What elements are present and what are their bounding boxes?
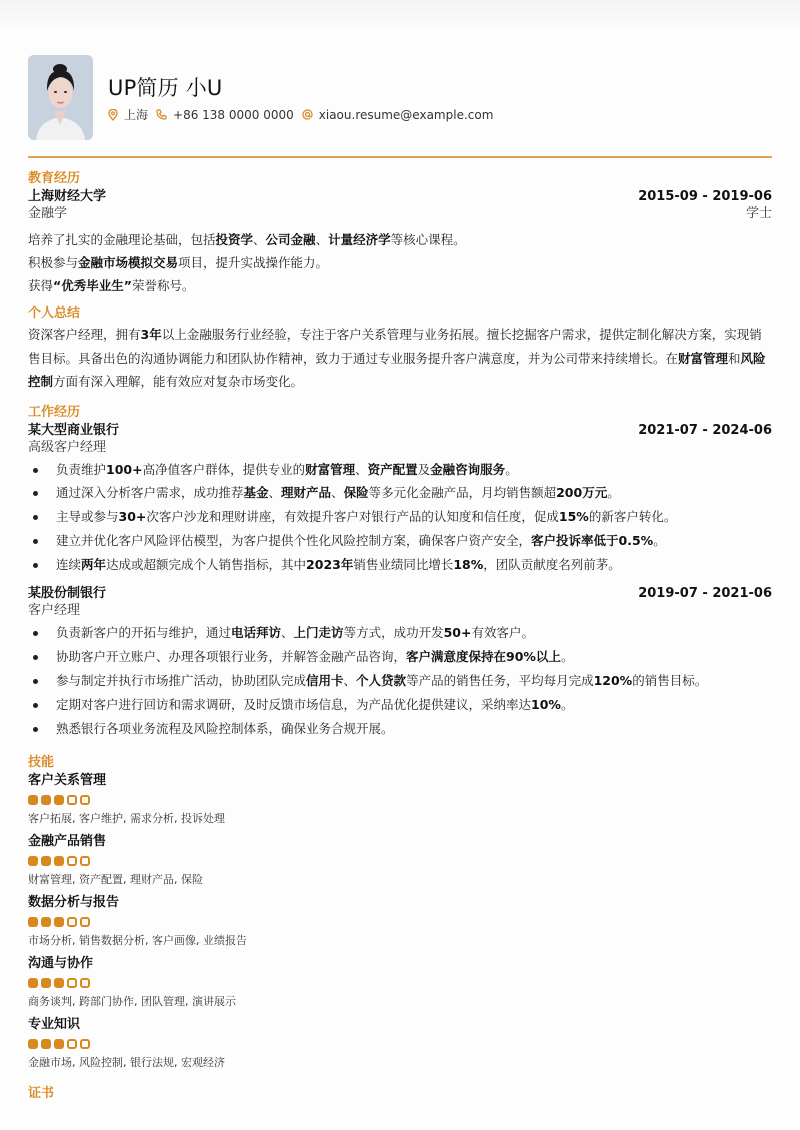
skill-level-dots [28,856,772,866]
company-name: 某股份制银行 [28,586,107,602]
major: 金融学 [28,206,68,221]
level-dot-empty-icon [80,856,90,866]
email-link[interactable]: xiaou.resume@example.com [318,107,494,122]
bullet-item: 建立并优化客户风险评估模型，为客户提供个性化风险控制方案，确保客户资产安全，客户投诉率低于0.5%。 [28,529,772,553]
education-section [28,170,772,297]
contact-phone [156,108,294,122]
resume-content [28,170,772,1103]
bullet-item: 定期对客户进行回访和需求调研，及时反馈市场信息，为产品优化提供建议，采纳率达10%。 [28,693,772,717]
section-title-education: 教育经历 [28,171,81,186]
skill-tags: 商务谈判, 跨部门协作, 团队管理, 演讲展示 [28,995,236,1009]
level-dot-filled-icon [28,1039,38,1049]
skill-name: 数据分析与报告 [28,895,120,911]
education-sub-row [28,205,772,222]
profile-photo [28,55,93,140]
location-text: 上海 [124,108,149,122]
summary-section [28,305,772,394]
skill-item [28,894,772,951]
level-dot-filled-icon [41,917,51,927]
contact-email[interactable] [302,108,494,122]
bullet-item: 主导或参与30+次客户沙龙和理财讲座，有效提升客户对银行产品的认知度和信任度，促成15%的新客户转化。 [28,505,772,529]
header-divider [28,156,772,158]
level-dot-filled-icon [54,917,64,927]
contact-location [108,106,148,123]
job-entry [28,585,772,740]
level-dot-filled-icon [28,917,38,927]
level-dot-filled-icon [41,978,51,988]
candidate-name: UP简历 小U [108,76,223,100]
skill-item [28,1016,772,1073]
job-position: 客户经理 [28,603,81,619]
level-dot-empty-icon [80,1039,90,1049]
level-dot-filled-icon [41,856,51,866]
level-dot-empty-icon [67,917,77,927]
job-dates: 2021-07 - 2024-06 [638,422,772,438]
level-dot-filled-icon [54,1039,64,1049]
summary-text: 资深客户经理，拥有3年以上金融服务行业经验，专注于客户关系管理与业务拓展。擅长挖掘客户需求，提供定制化解决方案，实现销售目标。具备出色的沟通协调能力和团队协作精神，致力于通过专业服务提升客户满意度，并为公司带来持续增长。在财富管理和风险控制方面有深入理解，能有效应对复杂市场变化。 [28,327,766,389]
bullet-item: 连续两年达成或超额完成个人销售指标，其中2023年销售业绩同比增长18%，团队贡献度名列前茅。 [28,553,772,577]
education-details [28,228,772,297]
section-title-work: 工作经历 [28,404,81,420]
level-dot-filled-icon [54,856,64,866]
section-title-summary: 个人总结 [28,306,81,321]
skill-level-dots [28,1039,772,1049]
job-dates: 2019-07 - 2021-06 [638,586,772,602]
bullet-item: 参与制定并执行市场推广活动，协助团队完成信用卡、个人贷款等产品的销售任务，平均每月完成120%的销售目标。 [28,669,772,693]
level-dot-filled-icon [54,795,64,805]
level-dot-empty-icon [67,1039,77,1049]
skill-tags: 财富管理, 资产配置, 理财产品, 保险 [28,873,203,887]
top-strip [0,0,800,26]
company-name: 某大型商业银行 [28,422,120,438]
skill-item [28,833,772,890]
level-dot-empty-icon [67,978,77,988]
level-dot-empty-icon [67,795,77,805]
map-pin-icon [108,109,118,121]
school-name: 上海财经大学 [28,189,107,204]
skill-level-dots [28,917,772,927]
level-dot-filled-icon [28,856,38,866]
education-line: 积极参与金融市场模拟交易项目，提升实战操作能力。 [28,255,329,270]
skill-tags: 金融市场, 风险控制, 银行法规, 宏观经济 [28,1056,225,1070]
skill-item [28,772,772,829]
education-header-row [28,188,772,205]
job-header-row [28,422,772,439]
phone-icon [156,109,167,120]
skills-section [28,754,772,1073]
section-title-skills: 技能 [28,755,55,771]
job-entry [28,422,772,577]
certificates-section [28,1085,772,1103]
skill-name: 金融产品销售 [28,834,107,850]
level-dot-empty-icon [80,795,90,805]
skill-name: 专业知识 [28,1017,81,1033]
job-header-row [28,585,772,602]
skill-tags: 客户拓展, 客户维护, 需求分析, 投诉处理 [28,812,225,826]
section-title-certificates: 证书 [28,1086,55,1102]
contact-info [108,106,501,123]
level-dot-empty-icon [67,856,77,866]
level-dot-filled-icon [28,795,38,805]
level-dot-filled-icon [41,1039,51,1049]
education-dates: 2015-09 - 2019-06 [638,189,772,204]
phone-text: +86 138 0000 0000 [173,107,294,122]
level-dot-filled-icon [54,978,64,988]
resume-header [28,26,772,156]
level-dot-empty-icon [80,917,90,927]
degree: 学士 [745,206,772,221]
skill-name: 沟通与协作 [28,956,94,972]
level-dot-filled-icon [28,978,38,988]
education-line: 获得“优秀毕业生”荣誉称号。 [28,278,195,293]
job-bullets [28,458,772,577]
at-sign-icon [302,109,313,120]
bullet-item: 负责维护100+高净值客户群体，提供专业的财富管理、资产配置及金融咨询服务。 [28,458,772,482]
bullet-item: 通过深入分析客户需求，成功推荐基金、理财产品、保险等多元化金融产品，月均销售额超200万元。 [28,481,772,505]
skill-name: 客户关系管理 [28,773,107,789]
skill-item [28,955,772,1012]
bullet-item: 负责新客户的开拓与维护，通过电话拜访、上门走访等方式，成功开发50+有效客户。 [28,621,772,645]
skill-tags: 市场分析, 销售数据分析, 客户画像, 业绩报告 [28,934,247,948]
bullet-item: 熟悉银行各项业务流程及风险控制体系，确保业务合规开展。 [28,717,772,741]
level-dot-empty-icon [80,978,90,988]
education-line: 培养了扎实的金融理论基础，包括投资学、公司金融、计量经济学等核心课程。 [28,232,466,247]
job-position: 高级客户经理 [28,439,107,455]
skill-level-dots [28,978,772,988]
job-bullets [28,621,772,740]
skill-level-dots [28,795,772,805]
work-section [28,404,772,741]
bullet-item: 协助客户开立账户、办理各项银行业务，并解答金融产品咨询，客户满意度保持在90%以上。 [28,645,772,669]
portrait-icon [28,55,93,140]
level-dot-filled-icon [41,795,51,805]
